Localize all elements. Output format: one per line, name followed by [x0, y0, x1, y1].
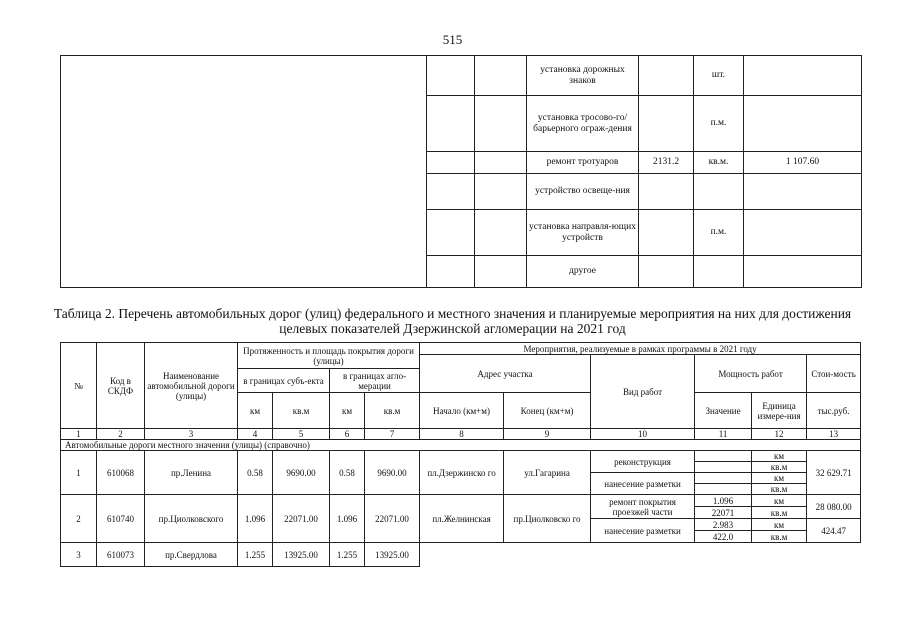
row-num: 3: [61, 543, 97, 567]
row-num: 1: [61, 451, 97, 495]
area-agglo-sqm: 22071.00: [365, 495, 420, 543]
table-title: Таблица 2. Перечень автомобильных дорог (улиц) федерального и местного значения и планируемые мероприятия на них для достижения целевых показателей Дзержинской агломерации на 2021 год: [53, 306, 852, 336]
work-cost: [744, 96, 862, 152]
col-number: 6: [330, 429, 365, 440]
work-qty: [639, 174, 694, 210]
header-row: [61, 343, 861, 355]
header-cost-unit: тыс.руб.: [807, 393, 861, 429]
header-value: Значение: [695, 393, 752, 429]
area-agglo-sqm: 9690.00: [365, 451, 420, 495]
area-subject-sqm: 13925.00: [273, 543, 330, 567]
road-code: 610740: [97, 495, 145, 543]
address-end: ул.Гагарина: [504, 451, 591, 495]
work-cost: 1 107.60: [744, 152, 862, 174]
col-number: 10: [591, 429, 695, 440]
col-number: 13: [807, 429, 861, 440]
work-value: 1.096: [695, 495, 752, 507]
work-type: устройство освеще-ния: [527, 174, 639, 210]
work-cost: [744, 210, 862, 256]
address-start: пл.Дзержинско го: [420, 451, 504, 495]
header-cost: Стои-мость: [807, 355, 861, 393]
work-type: установка направля-ющих устройств: [527, 210, 639, 256]
col-number: 5: [273, 429, 330, 440]
work-unit: [694, 256, 744, 288]
section-label: Автомобильные дороги местного значения (улицы) (справочно): [61, 440, 861, 451]
header-sqm: кв.м: [365, 393, 420, 429]
road-code: 610068: [97, 451, 145, 495]
work-value: 422.0: [695, 531, 752, 543]
work-unit: [694, 174, 744, 210]
col-number: 2: [97, 429, 145, 440]
blank-cell: [61, 56, 427, 288]
work-type: установка дорожных знаков: [527, 56, 639, 96]
length-subject-km: 1.255: [238, 543, 273, 567]
column-numbers-row: [61, 429, 861, 440]
work-unit: кв.м: [752, 531, 807, 543]
work-unit: км: [752, 473, 807, 484]
length-subject-km: 0.58: [238, 451, 273, 495]
table-row: [61, 56, 862, 96]
work-unit: п.м.: [694, 96, 744, 152]
header-in-agglo: в границах агло-мерации: [330, 369, 420, 393]
header-sqm: кв.м: [273, 393, 330, 429]
page-number: 515: [442, 32, 463, 47]
work-qty: 2131.2: [639, 152, 694, 174]
continuation-table: [60, 55, 862, 288]
length-agglo-km: 1.255: [330, 543, 365, 567]
col-number: 9: [504, 429, 591, 440]
road-name: пр.Ленина: [145, 451, 238, 495]
col-number: 12: [752, 429, 807, 440]
area-agglo-sqm: 13925.00: [365, 543, 420, 567]
work-unit: шт.: [694, 56, 744, 96]
work-value: 22071: [695, 507, 752, 519]
work-cost: [744, 256, 862, 288]
header-work-type: Вид работ: [591, 355, 695, 429]
work-unit: км: [752, 519, 807, 531]
work-cost: 32 629.71: [807, 451, 861, 495]
work-unit: км: [752, 451, 807, 462]
header-measures: Мероприятия, реализуемые в рамках программы в 2021 году: [420, 343, 861, 355]
road-name: пр.Циолковского: [145, 495, 238, 543]
work-type: ремонт покрытия проезжей части: [591, 495, 695, 519]
road-code: 610073: [97, 543, 145, 567]
header-start: Начало (км+м): [420, 393, 504, 429]
work-cost: [744, 174, 862, 210]
work-value: [695, 462, 752, 473]
address-start: пл.Желнинская: [420, 495, 504, 543]
length-agglo-km: 1.096: [330, 495, 365, 543]
length-agglo-km: 0.58: [330, 451, 365, 495]
work-unit: кв.м: [752, 462, 807, 473]
header-address: Адрес участка: [420, 355, 591, 393]
header-end: Конец (км+м): [504, 393, 591, 429]
roads-table: [60, 342, 861, 567]
work-value: [695, 451, 752, 462]
work-qty: [639, 56, 694, 96]
header-code: Код в СКДФ: [97, 343, 145, 429]
header-capacity: Мощность работ: [695, 355, 807, 393]
work-value: [695, 473, 752, 484]
work-type: нанесение разметки: [591, 473, 695, 495]
header-num: №: [61, 343, 97, 429]
work-type: другое: [527, 256, 639, 288]
work-type: нанесение разметки: [591, 519, 695, 543]
header-km: км: [330, 393, 365, 429]
work-cost: 424.47: [807, 519, 861, 543]
col-number: 1: [61, 429, 97, 440]
col-number: 3: [145, 429, 238, 440]
road-name: пр.Свердлова: [145, 543, 238, 567]
work-unit: п.м.: [694, 210, 744, 256]
work-unit: км: [752, 495, 807, 507]
work-unit: кв.м.: [694, 152, 744, 174]
work-qty: [639, 96, 694, 152]
work-qty: [639, 210, 694, 256]
work-cost: 28 080.00: [807, 495, 861, 519]
col-number: 7: [365, 429, 420, 440]
work-type: реконструкция: [591, 451, 695, 473]
row-num: 2: [61, 495, 97, 543]
col-number: 11: [695, 429, 752, 440]
header-unit: Единица измере-ния: [752, 393, 807, 429]
header-length-area: Протяженность и площадь покрытия дороги (улицы): [238, 343, 420, 369]
work-unit: кв.м: [752, 484, 807, 495]
section-row: [61, 440, 861, 451]
work-cost: [744, 56, 862, 96]
length-subject-km: 1.096: [238, 495, 273, 543]
work-type: ремонт тротуаров: [527, 152, 639, 174]
header-in-subject: в границах субъ-екта: [238, 369, 330, 393]
work-value: 2.983: [695, 519, 752, 531]
table-row: [61, 451, 861, 462]
address-end: пр.Циолковско го: [504, 495, 591, 543]
work-qty: [639, 256, 694, 288]
col-number: 4: [238, 429, 273, 440]
work-unit: кв.м: [752, 507, 807, 519]
header-name: Наименование автомобильной дороги (улицы): [145, 343, 238, 429]
table-row: [61, 495, 861, 507]
col-number: 8: [420, 429, 504, 440]
area-subject-sqm: 22071.00: [273, 495, 330, 543]
table-row: [61, 543, 861, 567]
work-value: [695, 484, 752, 495]
area-subject-sqm: 9690.00: [273, 451, 330, 495]
work-type: установка тросово-го/барьерного ограж-дения: [527, 96, 639, 152]
header-km: км: [238, 393, 273, 429]
